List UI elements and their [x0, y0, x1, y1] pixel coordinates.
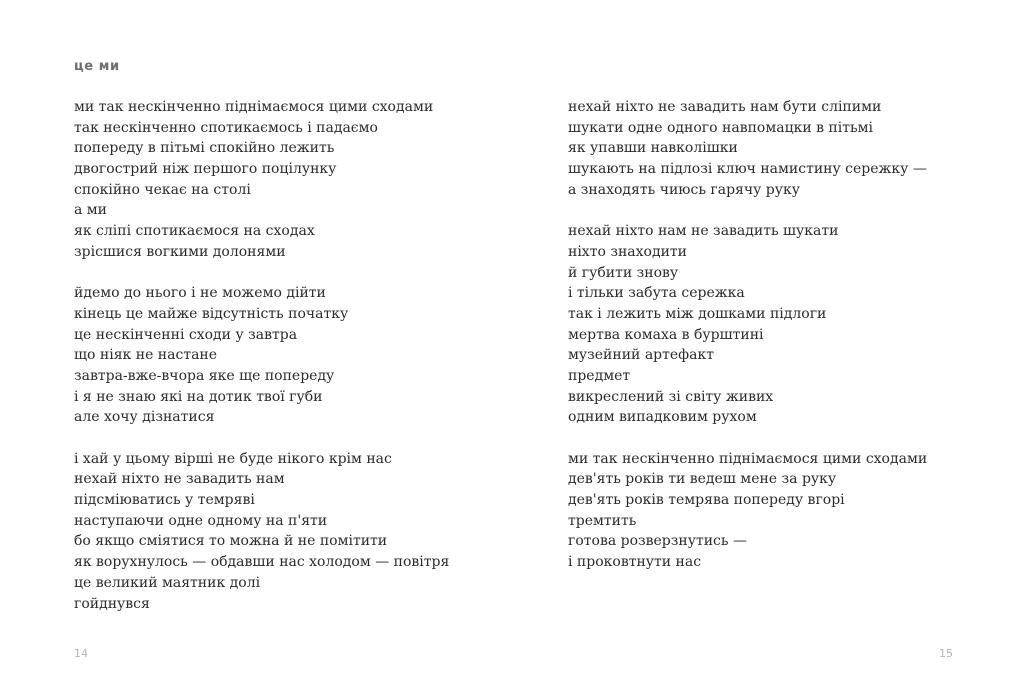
poem-line: завтра-вже-вчора яке ще попереду: [74, 367, 335, 384]
poem-line: нехай ніхто нам не завадить шукати: [568, 223, 839, 240]
poem-line: що ніяк не настане: [74, 347, 218, 364]
poem-line: одним випадковим рухом: [568, 409, 757, 426]
poem-line: це великий маятник долі: [74, 574, 261, 591]
poem-line: шукають на підлозі ключ намистину сережку —: [568, 161, 927, 178]
stanza: [74, 449, 449, 615]
poem-line: нехай ніхто не завадить нам бути сліпими: [568, 99, 882, 115]
left-poem-column: [74, 97, 449, 614]
poem-line: і я не знаю які на дотик твої губи: [74, 388, 323, 405]
poem-line: музейний артефакт: [568, 347, 714, 364]
poem-line: спокійно чекає на столі: [74, 181, 251, 198]
poem-line: кінець це майже відсутність початку: [74, 305, 349, 322]
stanza: [568, 97, 927, 200]
stanza: [74, 97, 449, 263]
poem-line: викреслений зі світу живих: [568, 388, 774, 405]
poem-line: й губити знову: [568, 264, 679, 281]
poem-line: попереду в пітьмі спокійно лежить: [74, 140, 335, 157]
page-number-right: 15: [939, 647, 953, 660]
poem-line: так нескінченно спотикаємось і падаємо: [74, 119, 378, 136]
stanza: [568, 221, 927, 428]
poem-line: і хай у цьому вірші не буде нікого крім нас: [74, 450, 392, 467]
poem-line: бо якщо сміятися то можна й не помітити: [74, 533, 388, 550]
poem-line: як сліпі спотикаємося на сходах: [74, 223, 315, 240]
poem-line: дев'ять років темрява попереду вгорі: [568, 492, 845, 509]
poem-line: а знаходять чиюсь гарячу руку: [568, 181, 800, 198]
poem-line: нехай ніхто не завадить нам: [74, 471, 285, 488]
poem-line: гойднувся: [74, 595, 150, 612]
poem-line: і проковтнути нас: [568, 554, 702, 571]
poem-line: предмет: [568, 367, 631, 384]
poem-line: це нескінченні сходи у завтра: [74, 326, 298, 343]
poem-line: як ворухнулось — обдавши нас холодом — повітря: [74, 554, 450, 571]
poem-line: йдемо до нього і не можемо дійти: [74, 285, 326, 302]
poem-line: і тільки забута сережка: [568, 285, 745, 302]
poem-line: дев'ять років ти ведеш мене за руку: [568, 471, 837, 488]
page-number-left: 14: [74, 647, 88, 660]
poem-line: тремтить: [568, 512, 637, 529]
poem-line: мертва комаха в бурштині: [568, 326, 764, 343]
stanza: [568, 449, 927, 573]
poem-line: підсміюватись у темряві: [74, 492, 255, 509]
poem-title: це ми: [74, 59, 120, 74]
right-page: [512, 0, 1024, 695]
poem-line: шукати одне одного навпомацки в пітьмі: [568, 119, 873, 136]
poem-line: готова розверзнутись —: [568, 533, 747, 550]
poem-line: наступаючи одне одному на п'яти: [74, 512, 328, 529]
poem-line: ми так нескінченно піднімаємося цими сходами: [568, 450, 928, 467]
right-poem-column: [568, 97, 927, 573]
poem-line: ніхто знаходити: [568, 243, 687, 260]
poem-line: двогострий ніж першого поцілунку: [74, 161, 337, 178]
poem-line: але хочу дізнатися: [74, 409, 215, 426]
poem-line: так і лежить між дошками підлоги: [568, 305, 827, 322]
poem-line: а ми: [74, 202, 108, 219]
poem-line: як упавши навколішки: [568, 140, 738, 157]
poem-line: зрісшися вогкими долонями: [74, 243, 286, 260]
poem-line: ми так нескінченно піднімаємося цими сходами: [74, 99, 434, 115]
stanza: [74, 283, 449, 428]
